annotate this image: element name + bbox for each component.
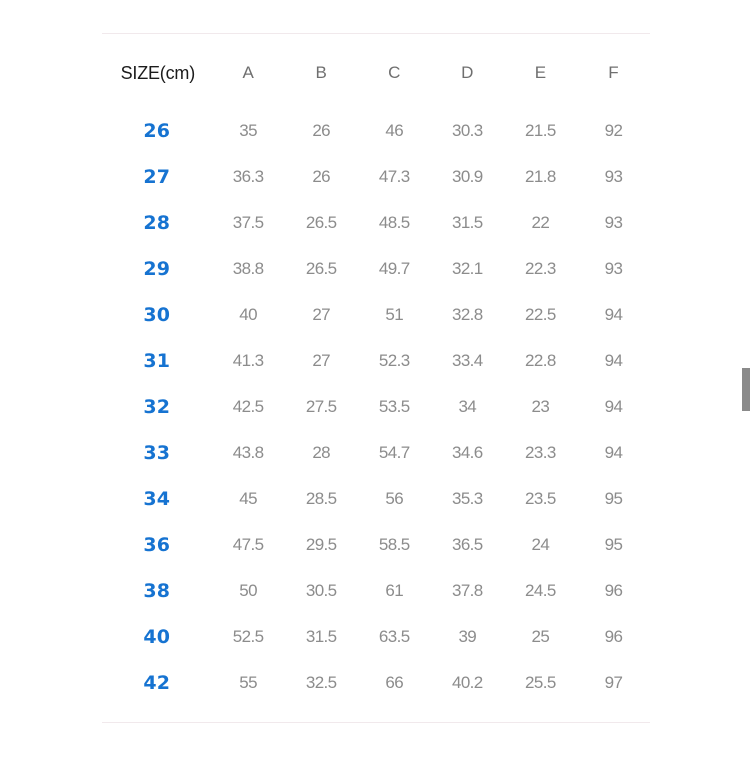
table-row <box>102 246 650 292</box>
table-row <box>102 476 650 522</box>
measurement-cell-e: 22.3 <box>525 259 556 278</box>
measurement-cell-c: 46 <box>385 121 404 140</box>
measurement-cell-c: 53.5 <box>378 397 410 416</box>
table-row <box>102 96 650 154</box>
size-cell: 30 <box>143 304 171 326</box>
measurement-cell-b: 26 <box>312 121 331 140</box>
scrollbar-handle[interactable] <box>742 368 750 411</box>
size-chart-table <box>102 50 650 706</box>
measurement-cell-e: 24 <box>531 535 550 554</box>
column-header-e: E <box>534 63 547 82</box>
measurement-cell-b: 26.5 <box>305 259 337 278</box>
measurement-cell-d: 34.6 <box>451 443 483 462</box>
table-row <box>102 384 650 430</box>
measurement-cell-f: 96 <box>604 627 623 646</box>
measurement-cell-f: 94 <box>604 305 623 324</box>
measurement-cell-f: 93 <box>604 213 623 232</box>
measurement-cell-b: 31.5 <box>305 627 337 646</box>
measurement-cell-f: 94 <box>604 443 623 462</box>
measurement-cell-e: 21.5 <box>525 121 556 140</box>
measurement-cell-f: 93 <box>604 259 623 278</box>
table-row <box>102 522 650 568</box>
measurement-cell-d: 31.5 <box>451 213 483 232</box>
measurement-cell-e: 22 <box>531 213 550 232</box>
measurement-cell-a: 36.3 <box>232 167 264 186</box>
measurement-cell-a: 40 <box>239 305 257 324</box>
size-cell: 40 <box>143 626 171 648</box>
measurement-cell-e: 22.8 <box>525 351 556 370</box>
table-body <box>102 96 650 706</box>
table-row <box>102 614 650 660</box>
measurement-cell-b: 32.5 <box>305 673 337 692</box>
top-divider <box>102 33 650 34</box>
measurement-cell-d: 32.1 <box>451 259 483 278</box>
measurement-cell-a: 47.5 <box>232 535 264 554</box>
measurement-cell-a: 45 <box>239 489 257 508</box>
measurement-cell-f: 96 <box>604 581 623 600</box>
size-cell: 31 <box>143 350 171 372</box>
measurement-cell-b: 27.5 <box>305 397 337 416</box>
measurement-cell-c: 52.3 <box>378 351 410 370</box>
column-header-b: B <box>315 63 327 82</box>
bottom-divider <box>102 722 650 723</box>
table-row <box>102 660 650 706</box>
column-header-f: F <box>608 63 619 82</box>
table-row <box>102 568 650 614</box>
measurement-cell-f: 93 <box>604 167 623 186</box>
measurement-cell-d: 30.9 <box>451 167 483 186</box>
measurement-cell-f: 92 <box>604 121 623 140</box>
measurement-cell-c: 61 <box>385 581 404 600</box>
size-cell: 36 <box>143 534 171 556</box>
size-column-header: SIZE(cm) <box>120 62 195 83</box>
measurement-cell-a: 55 <box>239 673 257 692</box>
column-header-d: D <box>461 63 474 82</box>
size-cell: 33 <box>143 442 171 464</box>
measurement-cell-e: 22.5 <box>525 305 556 324</box>
header-row <box>102 50 650 96</box>
table-row <box>102 292 650 338</box>
measurement-cell-f: 94 <box>604 397 623 416</box>
measurement-cell-f: 95 <box>604 535 623 554</box>
measurement-cell-d: 32.8 <box>451 305 483 324</box>
measurement-cell-c: 58.5 <box>378 535 410 554</box>
measurement-cell-c: 63.5 <box>378 627 410 646</box>
measurement-cell-b: 30.5 <box>305 581 337 600</box>
size-cell: 38 <box>143 580 171 602</box>
measurement-cell-e: 24.5 <box>525 581 556 600</box>
measurement-cell-e: 25.5 <box>525 673 556 692</box>
size-cell: 27 <box>143 166 171 188</box>
size-cell: 34 <box>143 488 171 510</box>
measurement-cell-d: 40.2 <box>451 673 483 692</box>
measurement-cell-d: 35.3 <box>451 489 483 508</box>
measurement-cell-a: 37.5 <box>232 213 264 232</box>
measurement-cell-e: 23 <box>531 397 550 416</box>
measurement-cell-e: 25 <box>531 627 550 646</box>
size-cell: 32 <box>143 396 171 418</box>
measurement-cell-c: 47.3 <box>378 167 410 186</box>
measurement-cell-a: 38.8 <box>232 259 264 278</box>
measurement-cell-c: 56 <box>385 489 404 508</box>
measurement-cell-d: 33.4 <box>451 351 483 370</box>
measurement-cell-d: 36.5 <box>451 535 483 554</box>
measurement-cell-d: 30.3 <box>451 121 483 140</box>
measurement-cell-a: 35 <box>239 121 257 140</box>
measurement-cell-a: 52.5 <box>232 627 264 646</box>
measurement-cell-b: 28.5 <box>305 489 337 508</box>
measurement-cell-c: 54.7 <box>378 443 410 462</box>
measurement-cell-f: 94 <box>604 351 623 370</box>
measurement-cell-d: 39 <box>458 627 477 646</box>
measurement-cell-f: 97 <box>604 673 623 692</box>
measurement-cell-a: 50 <box>239 581 257 600</box>
measurement-cell-b: 27 <box>312 351 331 370</box>
table-row <box>102 154 650 200</box>
measurement-cell-c: 66 <box>385 673 404 692</box>
measurement-cell-c: 51 <box>385 305 404 324</box>
size-cell: 26 <box>143 120 171 142</box>
measurement-cell-c: 49.7 <box>378 259 410 278</box>
measurement-cell-a: 41.3 <box>232 351 264 370</box>
size-cell: 42 <box>143 672 171 694</box>
size-cell: 29 <box>143 258 171 280</box>
table-row <box>102 338 650 384</box>
measurement-cell-b: 26 <box>312 167 331 186</box>
measurement-cell-c: 48.5 <box>378 213 410 232</box>
table-row <box>102 200 650 246</box>
measurement-cell-e: 21.8 <box>525 167 556 186</box>
table-row <box>102 430 650 476</box>
size-cell: 28 <box>143 212 171 234</box>
measurement-cell-e: 23.3 <box>525 443 556 462</box>
measurement-cell-f: 95 <box>604 489 623 508</box>
measurement-cell-b: 26.5 <box>305 213 337 232</box>
measurement-cell-a: 42.5 <box>232 397 264 416</box>
measurement-cell-a: 43.8 <box>232 443 264 462</box>
measurement-cell-b: 29.5 <box>305 535 337 554</box>
column-header-a: A <box>242 63 254 82</box>
measurement-cell-e: 23.5 <box>525 489 556 508</box>
column-header-c: C <box>388 63 401 82</box>
measurement-cell-d: 34 <box>458 397 477 416</box>
measurement-cell-b: 28 <box>312 443 331 462</box>
measurement-cell-d: 37.8 <box>451 581 483 600</box>
measurement-cell-b: 27 <box>312 305 331 324</box>
